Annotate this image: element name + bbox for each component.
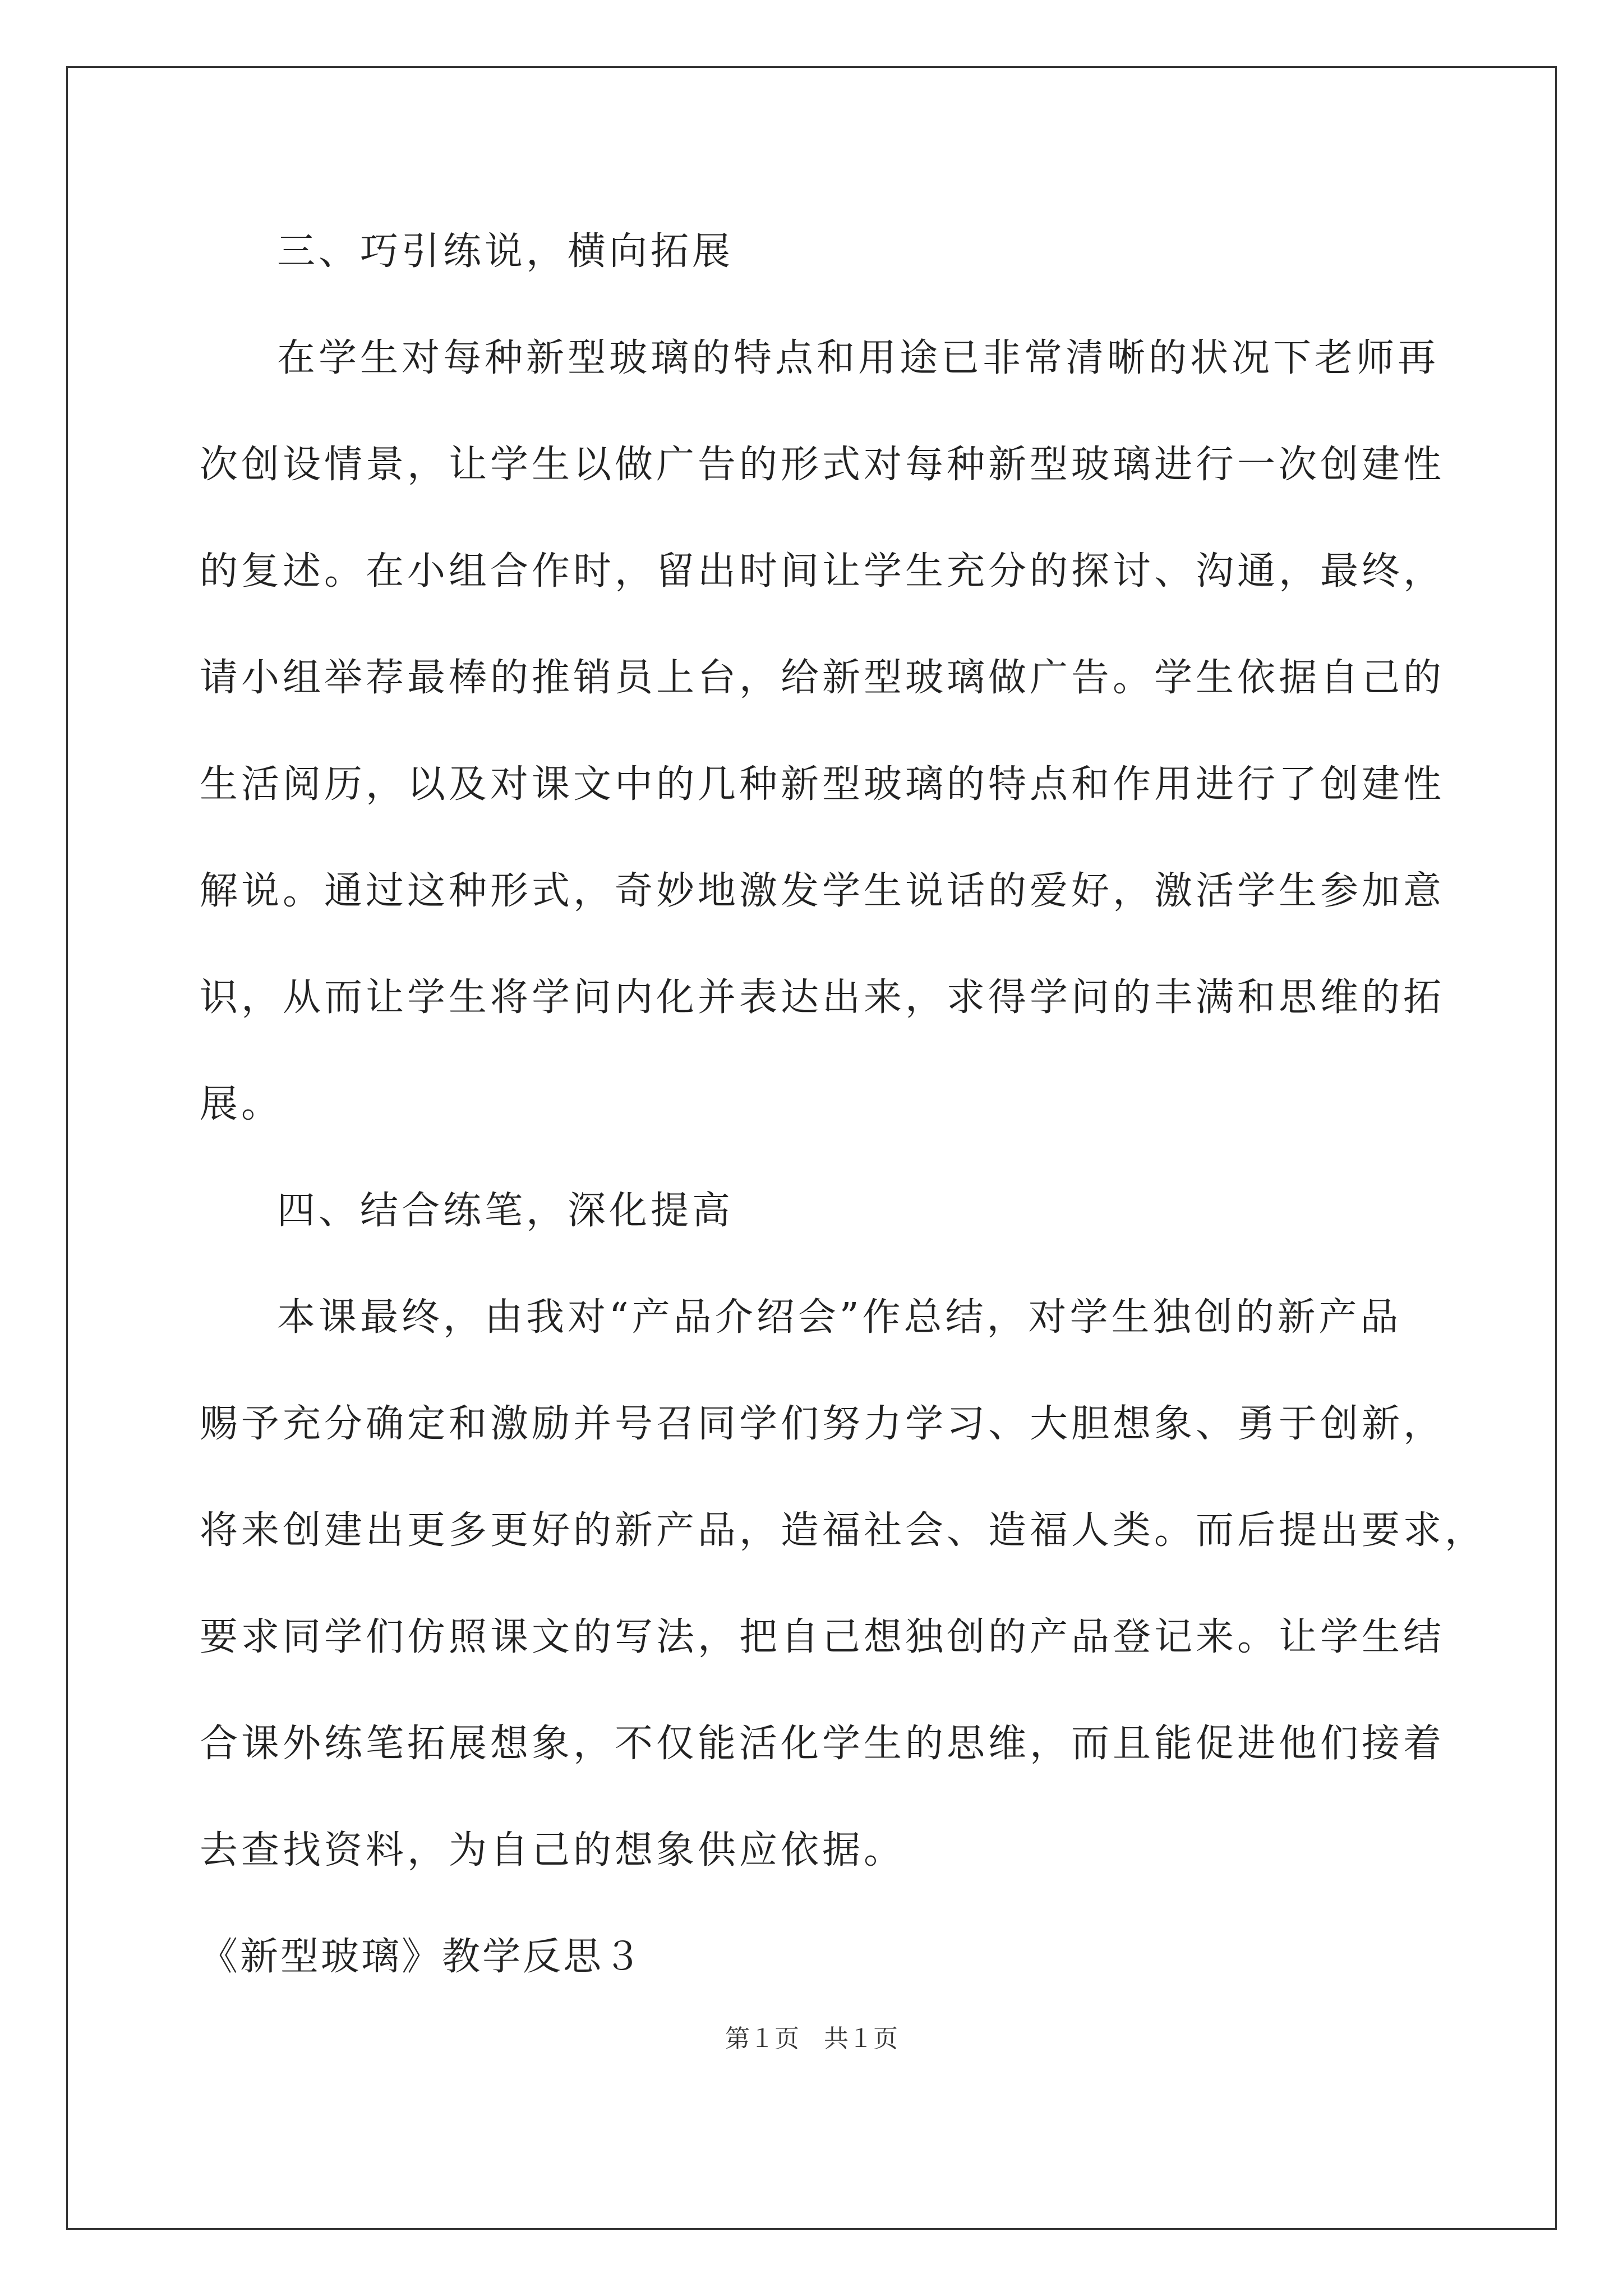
paragraph-line: 次创设情景，让学生以做广告的形式对每种新型玻璃进行一次创建性 — [200, 443, 1445, 487]
document-title: 《新型玻璃》教学反思３ — [200, 1935, 644, 1979]
paragraph-line: 的复述。在小组合作时，留出时间让学生充分的探讨、沟通，最终， — [200, 549, 1445, 593]
paragraph-line: 赐予充分确定和激励并号召同学们努力学习、大胆想象、勇于创新， — [200, 1402, 1445, 1446]
paragraph-line: 展。 — [200, 1082, 283, 1126]
paragraph-line: 合课外练笔拓展想象，不仅能活化学生的思维，而且能促进他们接着 — [200, 1722, 1445, 1766]
paragraph-line: 生活阅历，以及对课文中的几种新型玻璃的特点和作用进行了创建性 — [200, 762, 1445, 807]
paragraph-line: 将来创建出更多更好的新产品，造福社会、造福人类。而后提出要求， — [200, 1508, 1487, 1553]
paragraph-line: 去查找资料，为自己的想象供应依据。 — [200, 1828, 906, 1872]
paragraph-line: 识，从而让学生将学问内化并表达出来，求得学问的丰满和思维的拓 — [200, 976, 1445, 1020]
paragraph-line: 解说。通过这种形式，奇妙地激发学生说话的爱好，激活学生参加意 — [200, 869, 1445, 913]
paragraph-line: 要求同学们仿照课文的写法，把自己想独创的产品登记来。让学生结 — [200, 1615, 1445, 1659]
page-footer: 第１页 共１页 — [725, 2024, 898, 2053]
paragraph-line: 本课最终，由我对“产品介绍会”作总结，对学生独创的新产品 — [277, 1295, 1402, 1340]
paragraph-line: 请小组举荐最棒的推销员上台，给新型玻璃做广告。学生依据自己的 — [200, 656, 1445, 700]
section-heading-3: 三、巧引练说，横向拓展 — [277, 229, 734, 274]
section-heading-4: 四、结合练笔，深化提高 — [277, 1189, 734, 1233]
paragraph-line: 在学生对每种新型玻璃的特点和用途已非常清晰的状况下老师再 — [277, 336, 1440, 380]
document-body — [200, 219, 1487, 2031]
